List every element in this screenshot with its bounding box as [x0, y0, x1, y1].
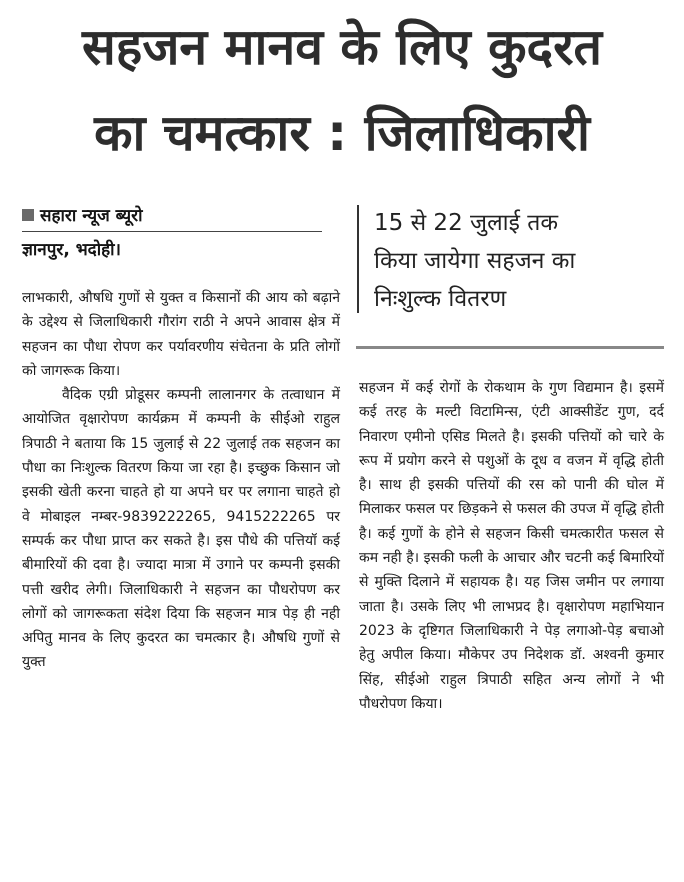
paragraph: वैदिक एग्री प्रोडूसर कम्पनी लालानगर के तत्वाधान में आयोजित वृक्षारोपण कार्यक्रम में कम्पनी के सीईओ राहुल त्रिपाठी ने बताया कि 15 जुलाई से 22 जुलाई तक सहजन का पौधा का निःशुल्क वितरण किया जा रहा है। इच्छुक किसान जो इसकी खेती करना चाहते हो या अपने घर पर लगाना चाहते हो वे मोबाइल नम्बर-9839222265, 9415222265 पर सम्पर्क कर पौधा प्राप्त कर सकते है। इस पौधे की पत्तियॉ कई बीमारियों की दवा है। ज्यादा मात्रा में उगाने पर कम्पनी इसकी पत्ती खरीद लेगी। जिलाधिकारी ने सहजन का पौधरोपण कर लोगों को जागरूकता संदेश दिया कि सहजन मात्र पेड़ ही नही अपितु मानव के लिए कुदरत का चमत्कार है। औषधि गुणों से युक्त — [22, 387, 340, 671]
paragraph: लाभकारी, औषधि गुणों से युक्त व किसानों की आय को बढ़ाने के उद्देश्य से जिलाधिकारी गौरांग राठी ने अपने आवास क्षेत्र में सहजन का पौधा रोपण कर पर्यावरणीय संचेतना के प्रति लोगों को जागरूक किया। — [22, 290, 340, 379]
article-column-right — [359, 376, 664, 716]
subheadline-rule — [356, 346, 664, 349]
byline-bureau — [22, 204, 322, 232]
byline — [22, 204, 322, 262]
headline-line-2: का चमत्कार : जिलाधिकारी — [94, 104, 590, 162]
dateline-place: ज्ञानपुर, भदोही। — [22, 240, 121, 260]
subheadline — [374, 204, 664, 318]
article-column-left — [22, 286, 340, 675]
subheadline-line-3: निःशुल्क वितरण — [374, 286, 507, 312]
headline-line-1: सहजन मानव के लिए कुदरत — [81, 18, 603, 76]
paragraph: सहजन में कई रोगों के रोकथाम के गुण विद्यमान है। इसमें कई तरह के मल्टी विटामिन्स, एंटी आक्सीडेंट गुण, दर्द निवारण एमीनो एसिड मिलते है। इसकी पत्तियों को चारे के रूप में प्रयोग करने से पशुओं के दूध व वजन में वृद्धि होती है। साथ ही इसकी पत्तियों की रस को पानी की घोल में मिलाकर फसल पर छिड़कने से फसल की उपज में वृद्धि होती है। कई गुणों के होने से सहजन किसी चमत्कारीत फसल से कम नही है। इसकी फली के आचार और चटनी कई बिमारियों से मुक्ति दिलाने में सहायक है। यह जिस जमीन पर लगाया जाता है। उसके लिए भी लाभप्रद है। वृक्षारोपण महाभियान 2023 के दृष्टिगत जिलाधिकारी ने पेड़ लगाओ-पेड़ बचाओ हेतु अपील किया। मौकेपर उप निदेशक डॉ. अश्वनी कुमार सिंह, सीईओ राहुल त्रिपाठी सहित अन्य लोगों ने भी पौधरोपण किया। — [359, 380, 664, 712]
bureau-name: सहारा न्यूज ब्यूरो — [40, 206, 143, 226]
subheadline-line-2: किया जायेगा सहजन का — [374, 248, 576, 274]
subheadline-line-1: 15 से 22 जुलाई तक — [374, 210, 559, 236]
vertical-divider — [357, 205, 359, 313]
square-bullet-icon — [22, 209, 34, 221]
